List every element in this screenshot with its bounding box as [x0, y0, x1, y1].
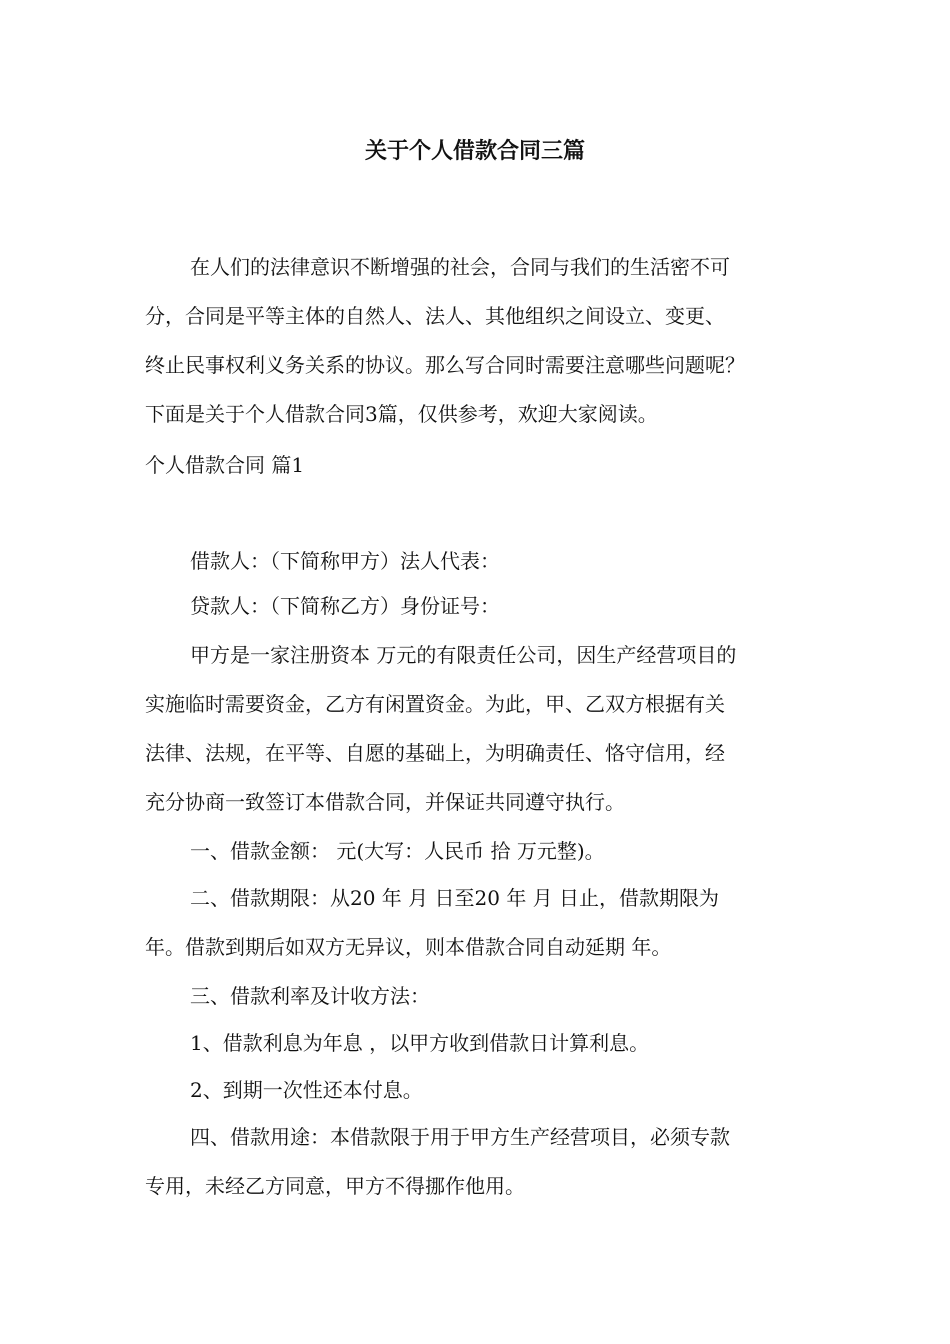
clause-interest-heading: 三、借款利率及计收方法：: [190, 984, 430, 1008]
intro-line-1: 在人们的法律意识不断增强的社会，合同与我们的生活密不可: [190, 255, 730, 279]
clause-purpose-line-1: 四、借款用途：本借款限于用于甲方生产经营项目，必须专款: [190, 1125, 730, 1149]
clause-interest-item-1: 1、借款利息为年息 ，以甲方收到借款日计算利息。: [190, 1031, 650, 1055]
lender-line: 贷款人：（下简称乙方）身份证号：: [190, 594, 500, 618]
preamble-line-3: 法律、法规，在平等、自愿的基础上，为明确责任、恪守信用，经: [145, 741, 725, 765]
clause-amount: 一、借款金额： 元(大写：人民币 拾 万元整)。: [190, 839, 605, 863]
intro-line-2: 分，合同是平等主体的自然人、法人、其他组织之间设立、变更、: [145, 304, 725, 328]
clause-term-line-2: 年。借款到期后如双方无异议，则本借款合同自动延期 年。: [145, 935, 672, 959]
borrower-line: 借款人：（下简称甲方）法人代表：: [190, 549, 500, 573]
clause-interest-item-2: 2、到期一次性还本付息。: [190, 1078, 423, 1102]
document-title: 关于个人借款合同三篇: [364, 139, 585, 164]
preamble-line-1: 甲方是一家注册资本 万元的有限责任公司，因生产经营项目的: [190, 643, 737, 667]
intro-line-3: 终止民事权利义务关系的协议。那么写合同时需要注意哪些问题呢？: [145, 353, 745, 377]
preamble-line-4: 充分协商一致签订本借款合同，并保证共同遵守执行。: [145, 790, 625, 814]
intro-line-4: 下面是关于个人借款合同3篇，仅供参考，欢迎大家阅读。: [145, 402, 658, 426]
clause-term-line-1: 二、借款期限：从20 年 月 日至20 年 月 日止，借款期限为: [190, 886, 720, 910]
preamble-line-2: 实施临时需要资金，乙方有闲置资金。为此，甲、乙双方根据有关: [145, 692, 725, 716]
section-heading: 个人借款合同 篇1: [145, 453, 305, 477]
clause-purpose-line-2: 专用，未经乙方同意，甲方不得挪作他用。: [145, 1174, 525, 1198]
